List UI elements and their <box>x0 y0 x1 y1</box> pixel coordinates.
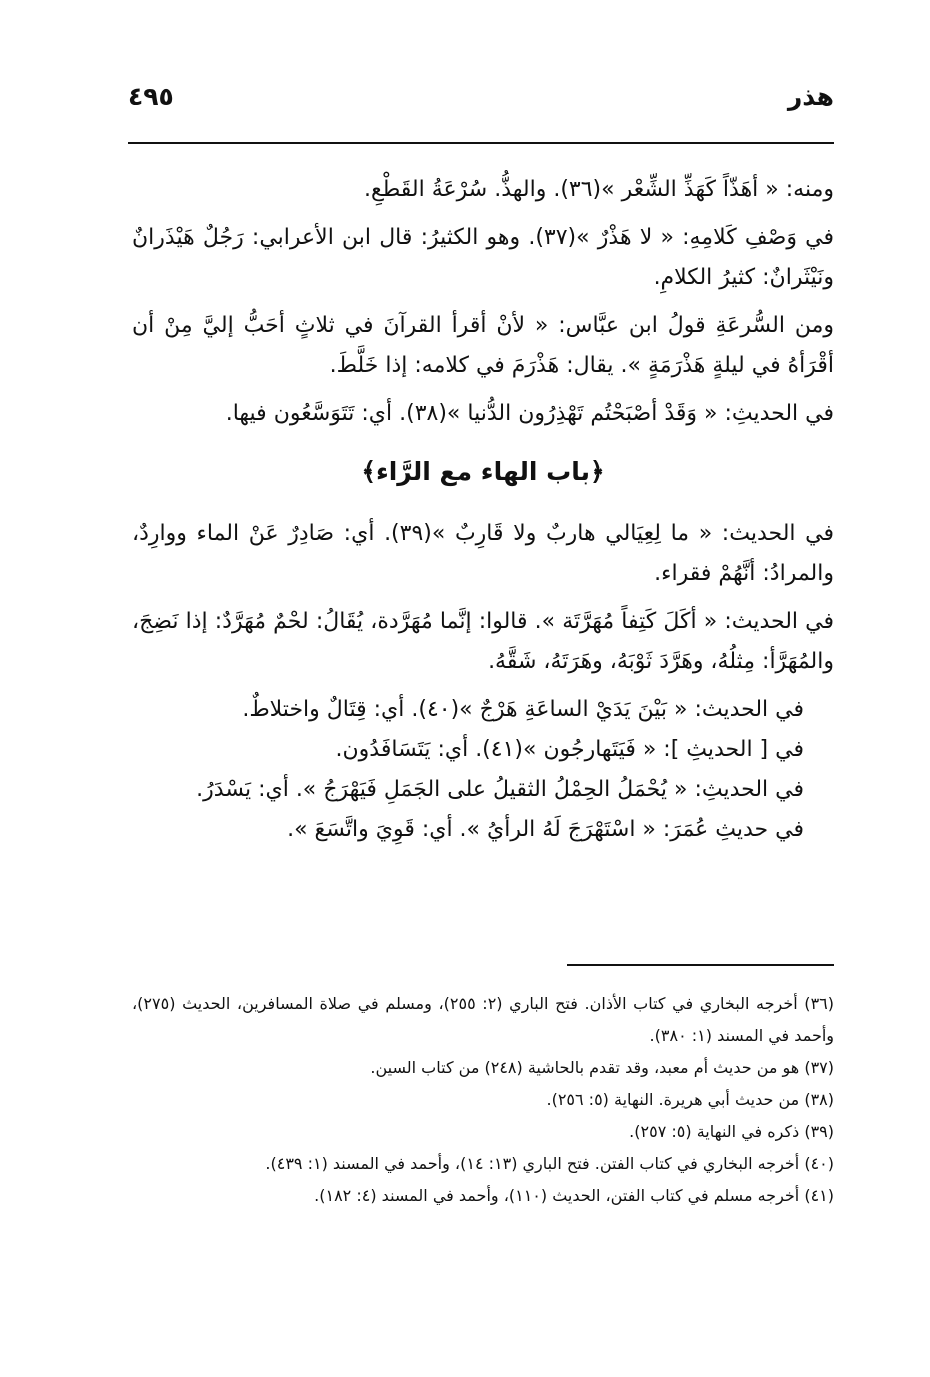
section-title: ﴿باب الهاء مع الرَّاء﴾ <box>361 457 605 486</box>
paragraph-hadhr: في وَصْفِ كَلامِهِ: « لا هَذْرٌ »(٣٧). وهو الكثيرُ: قال ابن الأعرابي: رَجُلٌ هَيْذَرانٌ ونَيْثَرانٌ: كثيرُ الكلامِ. <box>132 225 834 290</box>
footnote-38: (٣٨) من حديث أبي هريرة. النهاية (٥: ٢٥٦). <box>546 1090 834 1109</box>
line-yahraj: في الحديثِ: « يُحْمَلُ الحِمْلُ الثقيلُ على الجَمَلِ فَيَهْرَجُ ». أي: يَسْدَرُ. <box>196 777 804 802</box>
main-text <box>132 170 834 850</box>
footnote-37: (٣٧) هو من حديث أم معبد، وقد تقدم بالحاشية (٢٤٨) من كتاب السين. <box>370 1058 834 1077</box>
footnote-40: (٤٠) أخرجه البخاري في كتاب الفتن. فتح الباري (١٣: ١٤)، وأحمد في المسند (١: ٤٣٩). <box>265 1154 834 1173</box>
running-head: هذر <box>787 82 834 111</box>
page-header <box>128 82 834 122</box>
paragraph-tahdhirun: في الحديثِ: « وَقَدْ أصْبَحْتُم تَهْذِرُون الدُّنيا »(٣٨). أي: تَتَوَسَّعُون فيها. <box>225 401 834 426</box>
footnote-39: (٣٩) ذكره في النهاية (٥: ٢٥٧). <box>629 1122 834 1141</box>
paragraph-muharrata: في الحديث: « أكَلَ كَتِفاً مُهَرَّتَة ». قالوا: إنَّما مُهَرَّدة، يُقَالُ: لحْمٌ مُهَرَّدٌ: إذا نَضِجَ، والمُهَرَّأ: مِثلُهُ، وهَرَّدَ ثَوْبَهُ، وهَرَتَهُ، شَقَّهُ. <box>132 609 834 674</box>
footnote-41: (٤١) أخرجه مسلم في كتاب الفتن، الحديث (١١٠)، وأحمد في المسند (٤: ١٨٢). <box>314 1186 834 1205</box>
footnote-36: (٣٦) أخرجه البخاري في كتاب الأذان. فتح الباري (٢: ٢٥٥)، ومسلم في صلاة المسافرين، الحديث (٢٧٥)، وأحمد في المسند (١: ٣٨٠). <box>132 994 834 1045</box>
footnotes <box>132 988 834 1212</box>
line-istahraja: في حديثِ عُمَرَ: « اسْتَهْرَجَ لَهُ الرأيُ ». أي: قَوِيَ واتَّسَعَ ». <box>287 817 804 842</box>
paragraph-hadhrama: ومن السُّرعَةِ قولُ ابن عبَّاس: « لأنْ أقرأ القرآنَ في ثلاثٍ أحَبُّ إليَّ مِنْ أن أقْرَأهُ في ليلةٍ هَذْرَمَةٍ ». يقال: هَذْرَمَ في كلامه: إذا خَلَّطَ. <box>132 313 834 378</box>
line-harj: في الحديث: « بَيْنَ يَدَيْ الساعَةِ هَرْجٌ »(٤٠). أي: قِتَالٌ واختلاطٌ. <box>242 697 804 722</box>
footnote-divider <box>567 964 834 966</box>
line-yatahrajun: في [ الحديثِ ]: « فَيَتَهارجُون »(٤١). أي: يَتَسَافَدُون. <box>335 737 804 762</box>
page-number: ٤٩٥ <box>128 82 174 111</box>
header-divider <box>128 142 834 144</box>
paragraph-harib: في الحديث: « ما لِعِيَالي هاربٌ ولا قَارِبٌ »(٣٩). أي: صَادِرٌ عَنْ الماء ووارِدٌ، والمرادُ: أنَّهُمْ فقراء. <box>132 521 834 586</box>
paragraph-hadh: ومنه: « أهَذّاً كَهَذِّ الشِّعْر »(٣٦). والهذُّ. سُرْعَةُ القَطْعِ. <box>364 177 834 202</box>
